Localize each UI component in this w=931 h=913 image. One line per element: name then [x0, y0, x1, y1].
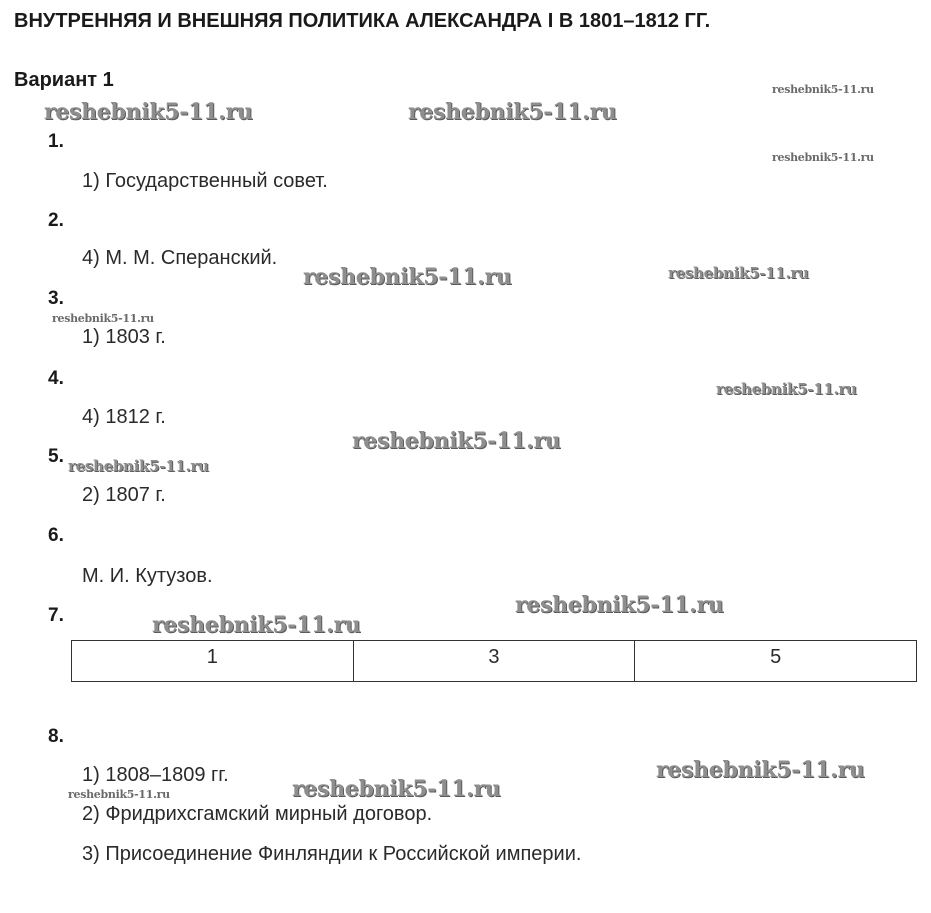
- watermark: reshebnik5-11.ru: [68, 457, 209, 475]
- watermark: reshebnik5-11.ru: [716, 380, 857, 398]
- answer-text: 4) М. М. Сперанский.: [82, 247, 278, 269]
- answer-text: 4) 1812 г.: [82, 406, 166, 428]
- question-number: 3.: [48, 288, 64, 309]
- watermark: reshebnik5-11.ru: [772, 151, 874, 164]
- watermark: reshebnik5-11.ru: [515, 592, 724, 618]
- watermark: reshebnik5-11.ru: [408, 99, 617, 125]
- watermark: reshebnik5-11.ru: [52, 312, 154, 325]
- answer-text: 1) 1803 г.: [82, 326, 166, 348]
- answer-text: 3) Присоединение Финляндии к Российской империи.: [82, 843, 582, 865]
- answer-text: 2) 1807 г.: [82, 484, 166, 506]
- page-title: ВНУТРЕННЯЯ И ВНЕШНЯЯ ПОЛИТИКА АЛЕКСАНДРА I В 1801–1812 ГГ.: [14, 10, 711, 32]
- watermark: reshebnik5-11.ru: [668, 264, 809, 282]
- question-number: 2.: [48, 210, 64, 231]
- answer-table: [71, 640, 917, 682]
- question-number: 8.: [48, 726, 64, 747]
- answer-text: М. И. Кутузов.: [82, 565, 213, 587]
- question-number: 4.: [48, 368, 64, 389]
- watermark: reshebnik5-11.ru: [772, 83, 874, 96]
- variant-heading: Вариант 1: [14, 69, 114, 91]
- question-number: 1.: [48, 131, 64, 152]
- watermark: reshebnik5-11.ru: [292, 776, 501, 802]
- table-row: [72, 641, 917, 682]
- answer-text: 1) 1808–1809 гг.: [82, 764, 229, 786]
- watermark: reshebnik5-11.ru: [656, 757, 865, 783]
- answer-text: 2) Фридрихсгамский мирный договор.: [82, 803, 433, 825]
- watermark: reshebnik5-11.ru: [303, 264, 512, 290]
- table-cell: 1: [72, 641, 354, 682]
- watermark: reshebnik5-11.ru: [44, 99, 253, 125]
- table-cell: 3: [353, 641, 635, 682]
- question-number: 5.: [48, 446, 64, 467]
- watermark: reshebnik5-11.ru: [152, 612, 361, 638]
- question-number: 7.: [48, 605, 64, 626]
- watermark: reshebnik5-11.ru: [352, 428, 561, 454]
- table-cell: 5: [635, 641, 917, 682]
- answer-text: 1) Государственный совет.: [82, 170, 328, 192]
- question-number: 6.: [48, 525, 64, 546]
- watermark: reshebnik5-11.ru: [68, 788, 170, 801]
